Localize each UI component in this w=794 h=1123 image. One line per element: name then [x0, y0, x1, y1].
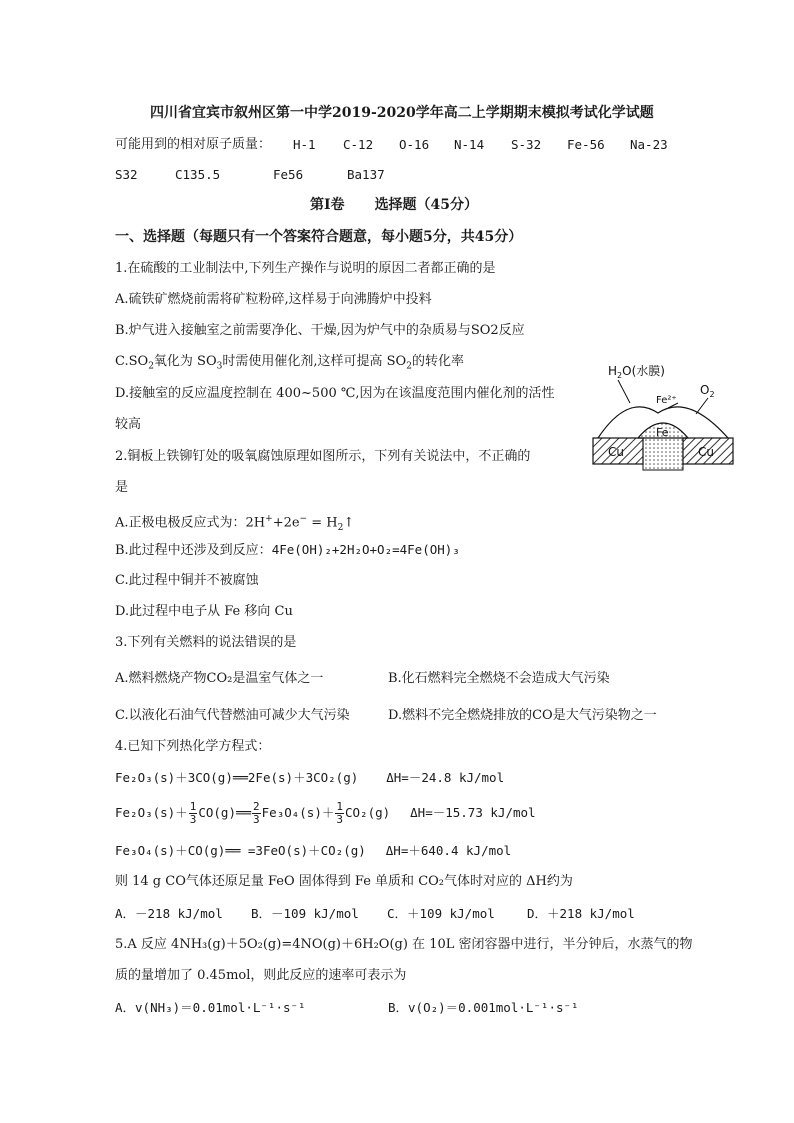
q3-option-a: A.燃料燃烧产物CO₂是温室气体之一 [115, 671, 324, 686]
part-heading: 一、选择题（每题只有一个答案符合题意，每小题5分，共45分） [115, 229, 523, 245]
q4-equation-1 [115, 769, 504, 787]
q2-option-a: A.正极电极反应式为：$2H^++2e^- = H_2↑$ [115, 514, 355, 533]
q4-eq2-enthalpy: ΔH=－15.73 kJ/mol [410, 805, 536, 820]
atomic-mass-label: 可能用到的相对原子质量： [115, 137, 272, 152]
q1-c-text: C.SO [115, 354, 149, 369]
q1-option-b: B.炉气进入接触室之前需要净化、干燥,因为炉气中的杂质易与SO2反应 [115, 323, 525, 338]
atomic-mass-item: O-16 [399, 137, 430, 152]
fraction: $\frac{1}{3}$ [189, 800, 197, 826]
atomic-mass-item: N-14 [454, 137, 485, 152]
q3-option-c: C.以液化石油气代替燃油可减少大气污染 [115, 708, 350, 723]
q2-option-b [115, 541, 460, 560]
q2-stem-line1: 2.铜板上铁铆钉处的吸氧腐蚀原理如图所示，下列有关说法中，不正确的 [115, 449, 531, 464]
atomic-mass-item: S32 [115, 167, 138, 182]
q4-eq1-enthalpy: ΔH=－24.8 kJ/mol [386, 770, 505, 785]
q1-option-d-line2: 较高 [115, 417, 142, 432]
ferrous-ion-label: Fe²⁺ [656, 395, 677, 406]
q4-option-d: D．＋218 kJ/mol [527, 906, 635, 921]
q4-eq1-text: Fe₂O₃(s)＋3CO(g)══2Fe(s)＋3CO₂(g) [115, 770, 359, 785]
q1-c-text: 氧化为 SO [153, 354, 217, 369]
arrow-water [618, 380, 630, 403]
q5-stem-line1: 5.A 反应 4NH₃(g)＋5O₂(g)=4NO(g)＋6H₂O(g) 在 10L 密闭容器中进行，半分钟后，水蒸气的物 [115, 937, 693, 952]
q2-a-text: ↑ [343, 515, 355, 531]
q4-option-c: C．＋109 kJ/mol [387, 906, 495, 921]
arrow-oxygen [696, 398, 708, 414]
q5-stem-line2: 质的量增加了 0.45mol，则此反应的速率可表示为 [115, 968, 407, 983]
section-name: 选择题（45分） [374, 197, 479, 213]
atomic-mass-item: C135.5 [175, 167, 221, 182]
q4-question: 则 14 g CO气体还原足量 FeO 固体得到 Fe 单质和 CO₂气体时对应的 ΔH约为 [115, 874, 573, 889]
q2-a-text: = H [307, 515, 338, 531]
q2-option-d: D.此过程中电子从 Fe 移向 Cu [115, 604, 293, 619]
q1-c-text: 时需使用催化剂,这样可提高 SO [222, 354, 407, 369]
q4-eq2-text: CO(g)══ [198, 805, 252, 820]
q4-stem: 4.已知下列热化学方程式： [115, 739, 271, 754]
q2-a-text: A.正极电极反应式为：2H [115, 515, 266, 531]
q5-option-a: A．v(NH₃)＝0.01mol·L⁻¹·s⁻¹ [115, 1000, 306, 1015]
atomic-mass-item: C-12 [343, 137, 374, 152]
q1-option-d-line1: D.接触室的反应温度控制在 400~500 ℃,因为在该温度范围内催化剂的活性 [115, 386, 555, 401]
q2-a-text: +2e [272, 515, 300, 531]
q3-option-d: D.燃料不完全燃烧排放的CO是大气污染物之一 [388, 708, 657, 723]
atomic-mass-item: Ba137 [347, 167, 385, 182]
q4-eq3-enthalpy: ΔH=＋640.4 kJ/mol [385, 843, 512, 858]
q4-equation-2 [115, 800, 536, 826]
copper-label-left: Cu [608, 445, 624, 459]
q5-option-b: B．v(O₂)＝0.001mol·L⁻¹·s⁻¹ [388, 1000, 579, 1015]
q1-option-a: A.硫铁矿燃烧前需将矿粒粉碎,这样易于向沸腾炉中投料 [115, 292, 432, 307]
q1-stem: 1.在硫酸的工业制法中,下列生产操作与说明的原因二者都正确的是 [115, 261, 496, 276]
water-label: $H_2O$(水膜) [608, 364, 665, 380]
corrosion-diagram [588, 358, 738, 473]
oxygen-label: $O_2$ [700, 383, 715, 399]
q2-stem-line2: 是 [115, 480, 129, 495]
q3-stem: 3.下列有关燃料的说法错误的是 [115, 635, 297, 650]
rivet-shank [643, 438, 683, 470]
q2-b-text: B.此过程中还涉及到反应： [115, 543, 272, 558]
q4-eq3-text: Fe₃O₄(s)＋CO(g)══ =3FeO(s)＋CO₂(g) [115, 843, 366, 858]
copper-label-right: Cu [698, 445, 714, 459]
atomic-mass-item: Fe56 [273, 167, 304, 182]
q4-eq2-text: Fe₃O₄(s)＋ [261, 805, 335, 820]
q4-option-b: B．－109 kJ/mol [251, 906, 359, 921]
atomic-mass-item: S-32 [511, 137, 542, 152]
q4-equation-3 [115, 842, 511, 860]
atomic-mass-item: Fe-56 [567, 137, 605, 152]
fraction: $\frac{2}{3}$ [253, 800, 260, 826]
q3-option-b: B.化石燃料完全燃烧不会造成大气污染 [388, 671, 610, 686]
q4-eq2-text: Fe₂O₃(s)＋ [115, 805, 188, 820]
q4-option-a: A．－218 kJ/mol [115, 906, 223, 921]
q1-c-text: 的转化率 [411, 354, 464, 369]
section-heading [310, 196, 478, 214]
q2-option-c: C.此过程中铜并不被腐蚀 [115, 573, 259, 588]
page-title: 四川省宜宾市叙州区第一中学2019-2020学年高二上学期期末模拟考试化学试题 [150, 105, 654, 121]
q2-b-equation: 4Fe(OH)₂+2H₂O+O₂=4Fe(OH)₃ [271, 542, 460, 557]
q1-option-c: $C.SO_2$氧化为 $SO_3$时需使用催化剂,这样可提高 $SO_2$的转化率 [115, 354, 464, 372]
q4-eq2-text: CO₂(g) [345, 805, 391, 820]
atomic-mass-item: Na-23 [630, 137, 668, 152]
fraction: $\frac{1}{3}$ [336, 800, 343, 826]
iron-label: Fe [656, 426, 669, 439]
atomic-mass-item: H-1 [293, 137, 316, 152]
section-part: 第Ⅰ卷 [310, 197, 345, 213]
